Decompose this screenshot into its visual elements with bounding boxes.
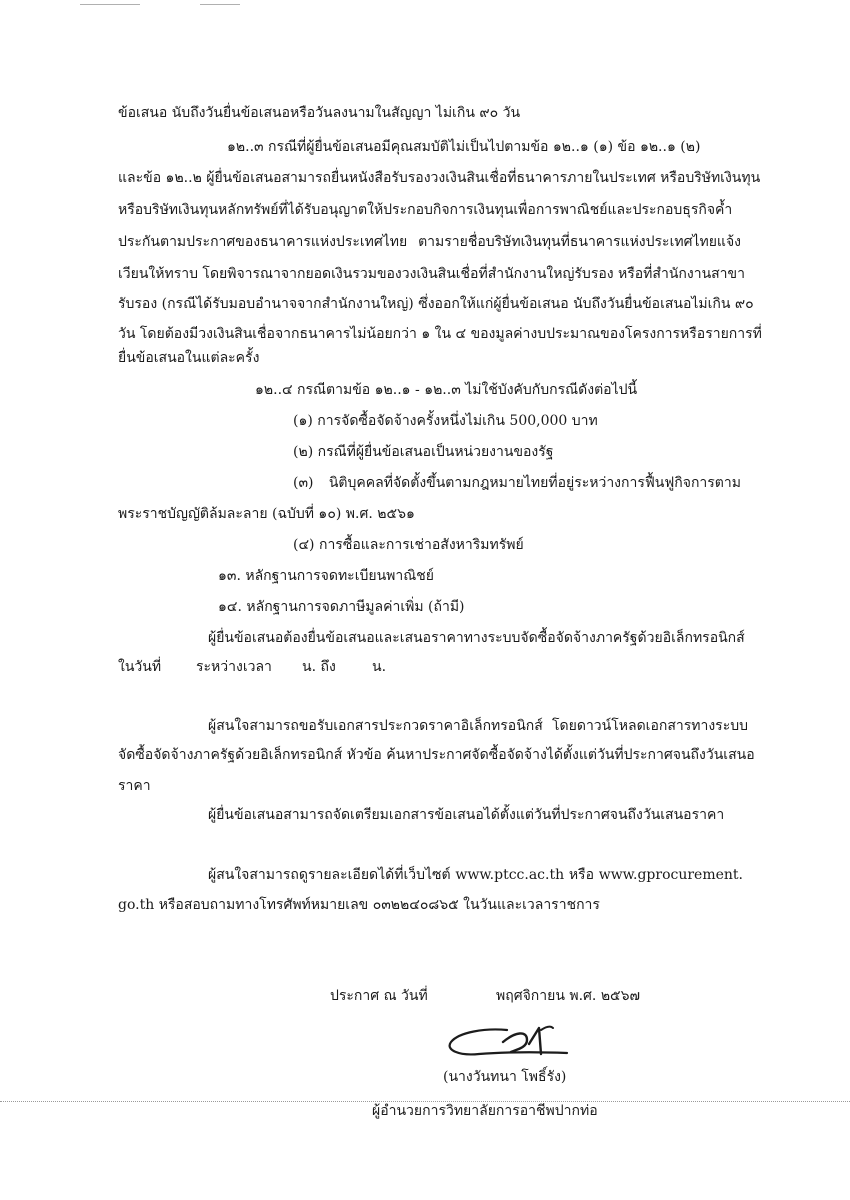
- paragraph-line: ผู้สนใจสามารถดูรายละเอียดได้ที่เว็บไซต์ www.ptcc.ac.th หรือ www.gprocurement.: [208, 867, 743, 883]
- paragraph-line: ข้อเสนอ นับถึงวันยื่นข้อเสนอหรือวันลงนามในสัญญา ไม่เกิน ๙๐ วัน: [118, 105, 521, 121]
- list-item: (๒) กรณีที่ผู้ยื่นข้อเสนอเป็นหน่วยงานของรัฐ: [293, 444, 554, 460]
- scan-speck: [200, 4, 240, 5]
- list-item: (๔) การซื้อและการเช่าอสังหาริมทรัพย์: [293, 537, 524, 553]
- paragraph-line: ๑๒..๓ กรณีที่ผู้ยื่นข้อเสนอมีคุณสมบัติไม่เป็นไปตามข้อ ๑๒..๑ (๑) ข้อ ๑๒..๑ (๒): [227, 139, 701, 155]
- paragraph-line: ผู้ยื่นข้อเสนอต้องยื่นข้อเสนอและเสนอราคาทางระบบจัดซื้อจัดจ้างภาครัฐด้วยอิเล็กทรอนิกส์: [208, 630, 745, 646]
- signature-image: [445, 1018, 575, 1064]
- announce-label: ประกาศ ณ วันที่: [330, 988, 428, 1004]
- list-item: ๑๓. หลักฐานการจดทะเบียนพาณิชย์: [218, 568, 434, 584]
- paragraph-line: ผู้ยื่นข้อเสนอสามารถจัดเตรียมเอกสารข้อเสนอได้ตั้งแต่วันที่ประกาศจนถึงวันเสนอราคา: [208, 807, 725, 823]
- announce-date: พฤศจิกายน พ.ศ. ๒๕๖๗: [496, 988, 641, 1004]
- signer-position: ผู้อำนวยการวิทยาลัยการอาชีพปากท่อ: [372, 1103, 598, 1119]
- paragraph-line: เวียนให้ทราบ โดยพิจารณาจากยอดเงินรวมของวงเงินสินเชื่อที่สำนักงานใหญ่รับรอง หรือที่สำนักงานสาขา: [118, 266, 745, 282]
- paragraph-line: หรือบริษัทเงินทุนหลักทรัพย์ที่ได้รับอนุญาตให้ประกอบกิจการเงินทุนเพื่อการพาณิชย์และประกอบธุรกิจค้ำ: [118, 202, 733, 218]
- list-item: ๑๔. หลักฐานการจดภาษีมูลค่าเพิ่ม (ถ้ามี): [218, 599, 465, 615]
- paragraph-line: และข้อ ๑๒..๒ ผู้ยื่นข้อเสนอสามารถยื่นหนังสือรับรองวงเงินสินเชื่อที่ธนาคารภายในประเทศ หรือบริษัทเงินทุน: [118, 170, 761, 186]
- signer-name: (นางวันทนา โพธิ์รัง): [443, 1069, 567, 1085]
- list-item: (๓) นิติบุคคลที่จัดตั้งขึ้นตามกฎหมายไทยที่อยู่ระหว่างการฟื้นฟูกิจการตาม: [293, 475, 741, 491]
- submission-hour-from: น. ถึง: [302, 659, 336, 675]
- submission-on-date: ในวันที่: [118, 659, 162, 675]
- paragraph-line: รับรอง (กรณีได้รับมอบอำนาจจากสำนักงานใหญ่) ซึ่งออกให้แก่ผู้ยื่นข้อเสนอ นับถึงวันยื่นข้อเสนอไม่เกิน ๙๐: [118, 296, 754, 312]
- paragraph-line: ๑๒..๔ กรณีตามข้อ ๑๒..๑ - ๑๒..๓ ไม่ใช้บังคับกับกรณีดังต่อไปนี้: [255, 382, 638, 398]
- paragraph-line: วัน โดยต้องมีวงเงินสินเชื่อจากธนาคารไม่น้อยกว่า ๑ ใน ๔ ของมูลค่างบประมาณของโครงการหรือรายการที่: [118, 326, 762, 342]
- submission-hour-to: น.: [372, 659, 387, 675]
- list-item: (๑) การจัดซื้อจัดจ้างครั้งหนึ่งไม่เกิน 500,000 บาท: [293, 413, 598, 429]
- submission-between-time: ระหว่างเวลา: [196, 659, 272, 675]
- paragraph-line: ผู้สนใจสามารถขอรับเอกสารประกวดราคาอิเล็กทรอนิกส์ โดยดาวน์โหลดเอกสารทางระบบ: [208, 718, 748, 734]
- paragraph-line: ยื่นข้อเสนอในแต่ละครั้ง: [118, 350, 260, 366]
- paragraph-line: จัดซื้อจัดจ้างภาครัฐด้วยอิเล็กทรอนิกส์ หัวข้อ ค้นหาประกาศจัดซื้อจัดจ้างได้ตั้งแต่วันที่ประกาศจนถึงวันเสนอ: [118, 747, 755, 763]
- paragraph-line: ราคา: [118, 778, 151, 794]
- paragraph-line: go.th หรือสอบถามทางโทรศัพท์หมายเลข ๐๓๒๒๔๐๘๖๕ ในวันและเวลาราชการ: [118, 897, 600, 913]
- paragraph-line: ประกันตามประกาศของธนาคารแห่งประเทศไทย ตามรายชื่อบริษัทเงินทุนที่ธนาคารแห่งประเทศไทยแจ้ง: [118, 234, 741, 250]
- list-item: พระราชบัญญัติล้มละลาย (ฉบับที่ ๑๐) พ.ศ. ๒๕๖๑: [118, 506, 415, 522]
- scan-speck: [80, 4, 140, 5]
